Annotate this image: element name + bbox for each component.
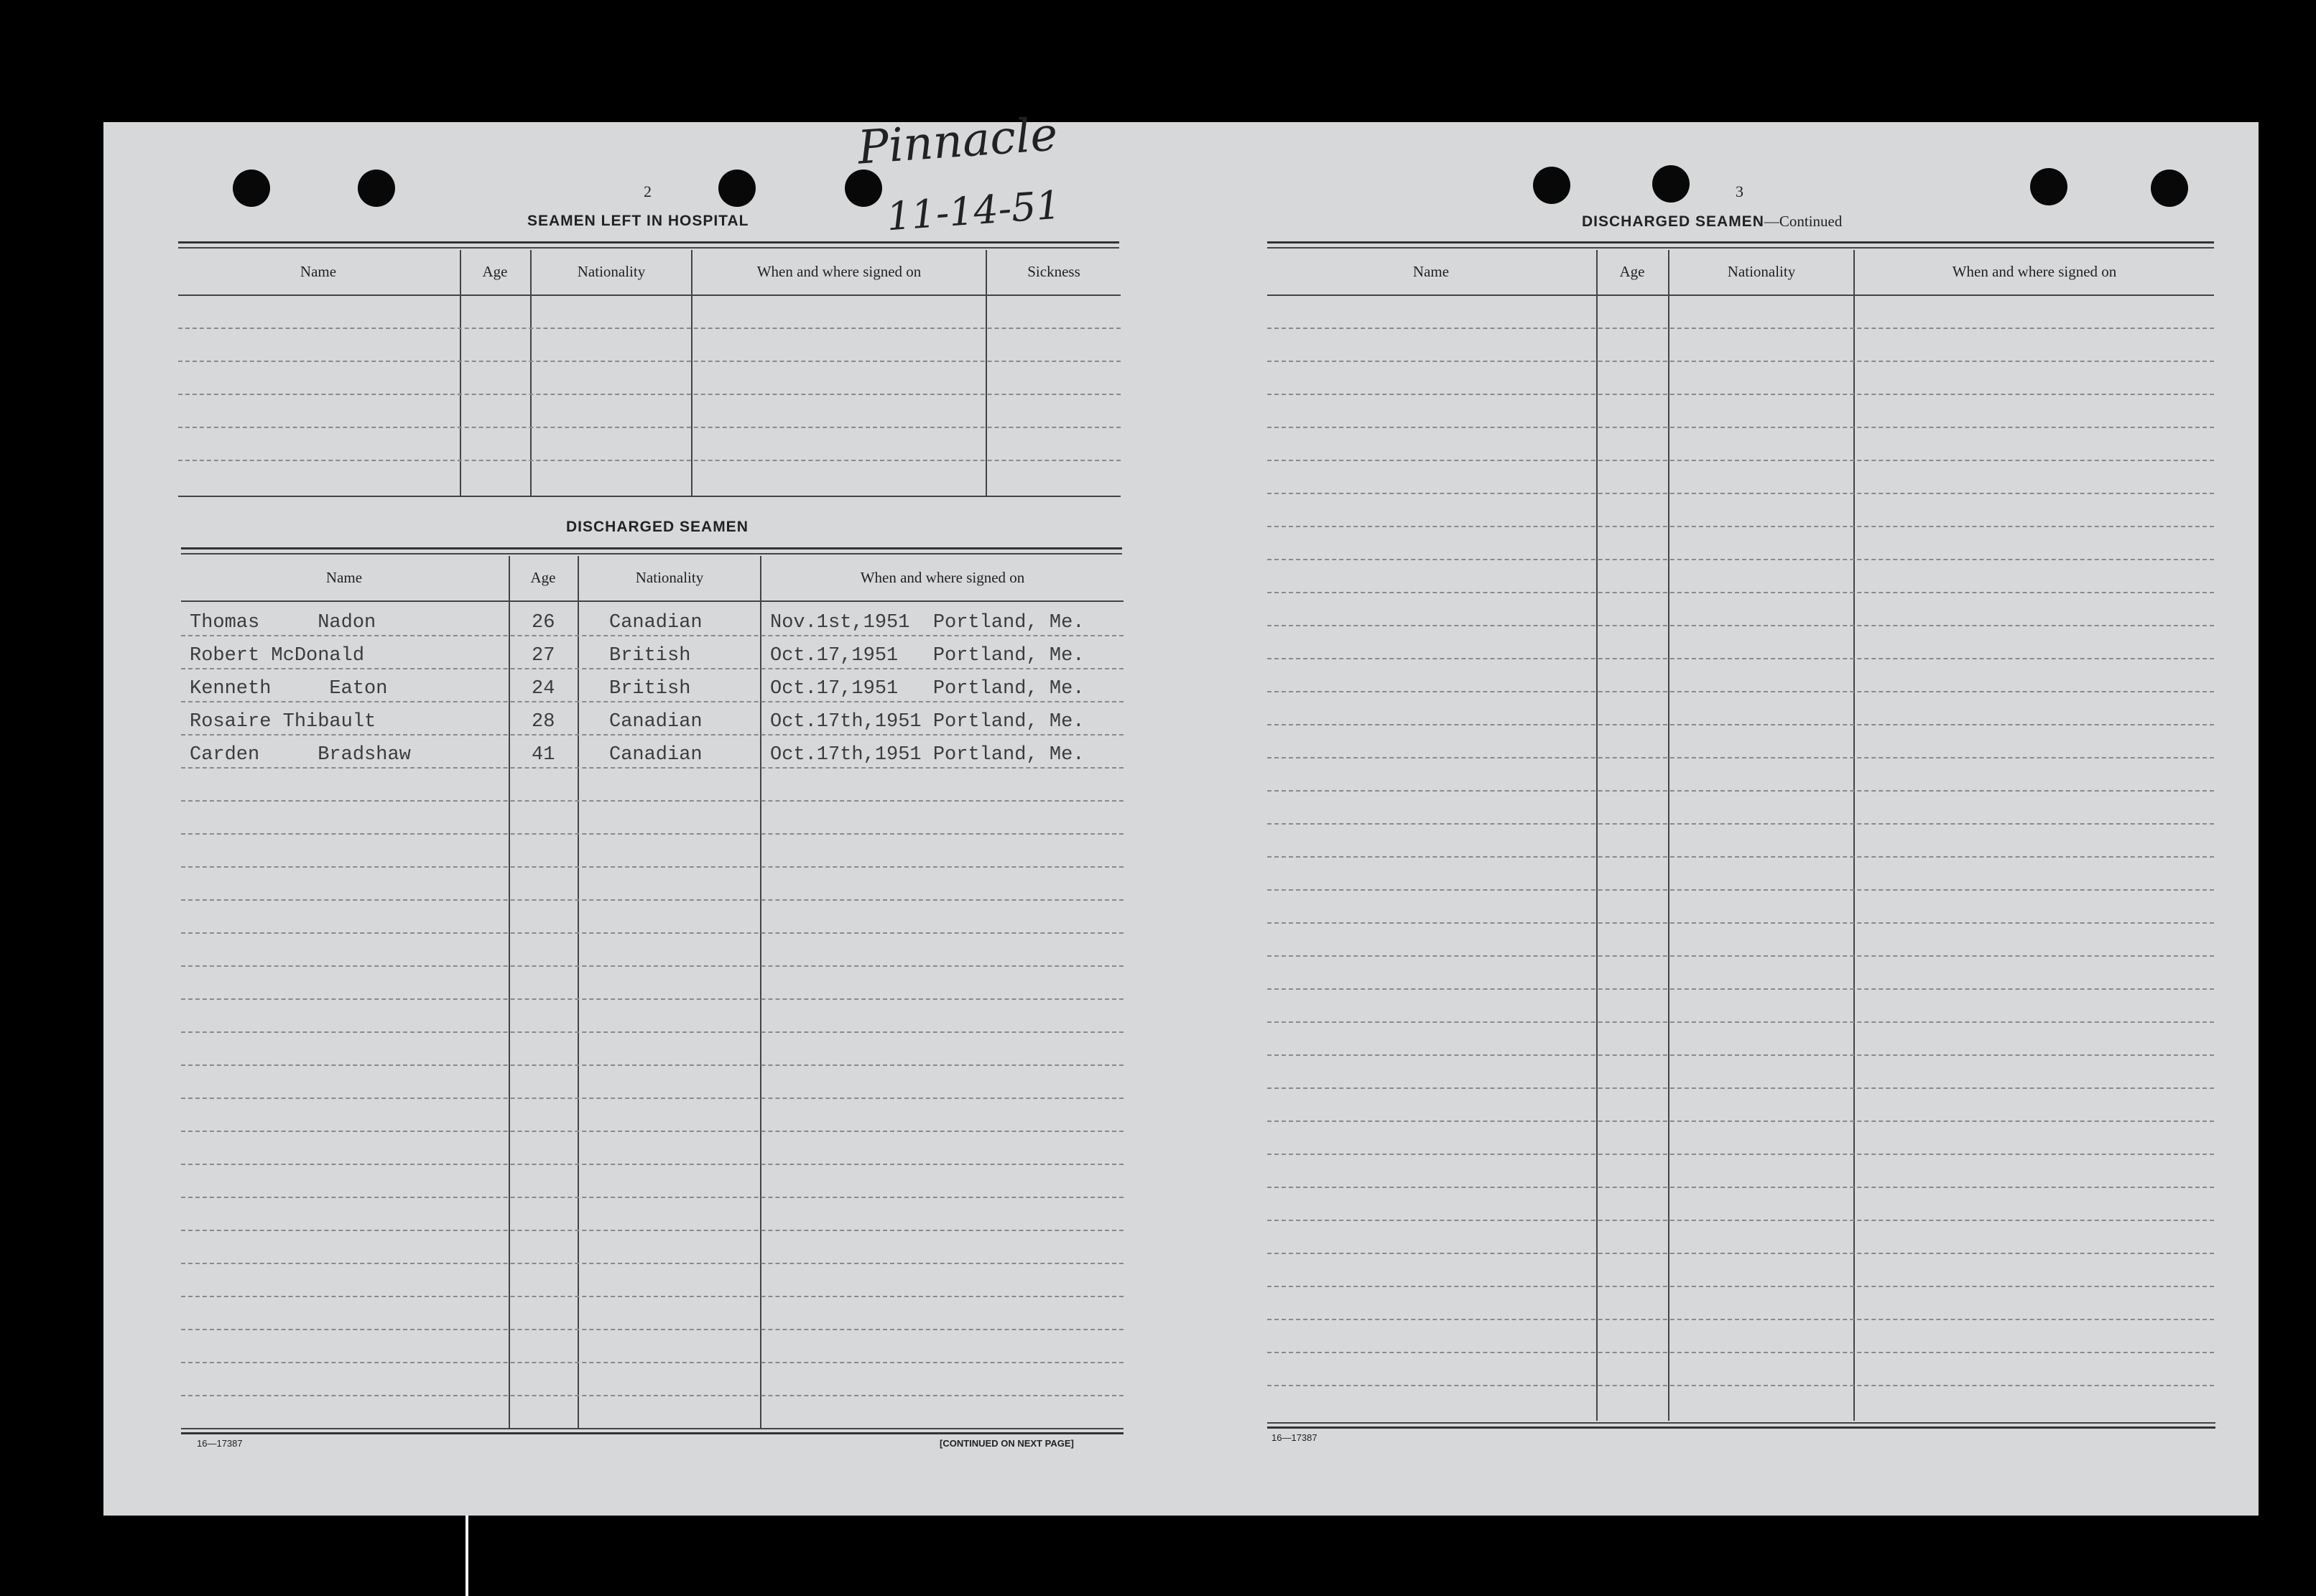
seaman-nationality: Canadian	[609, 612, 703, 634]
row-line	[181, 1197, 1124, 1198]
table-header	[178, 250, 1121, 296]
seaman-nationality: British	[609, 645, 691, 667]
row-line	[178, 394, 1121, 395]
row-line	[1267, 757, 2214, 758]
row-line	[1267, 625, 2214, 626]
handwritten-date: 11-14-51	[885, 182, 1062, 240]
row-line	[181, 899, 1124, 901]
row-line	[178, 328, 1121, 329]
column-header-signed-on: When and where signed on	[860, 569, 1025, 586]
seaman-name: Kenneth Eaton	[190, 678, 388, 700]
seaman-age: 41	[532, 744, 555, 766]
page-number: 2	[644, 182, 652, 200]
column-header-nationality: Nationality	[577, 263, 646, 280]
table-bottom-rule	[1267, 1426, 2215, 1429]
row-line	[1267, 592, 2214, 593]
row-line	[181, 767, 1124, 769]
row-line	[1267, 724, 2214, 725]
column-divider	[1596, 250, 1598, 1421]
row-line	[181, 965, 1124, 967]
row-line	[181, 668, 1124, 669]
row-line	[1267, 526, 2214, 527]
double-rule	[178, 247, 1119, 249]
row-line	[181, 1296, 1124, 1297]
row-line	[1267, 1319, 2214, 1320]
row-line	[1267, 493, 2214, 494]
row-line	[1267, 1087, 2214, 1089]
seaman-nationality: Canadian	[609, 711, 703, 733]
title-continued: —Continued	[1764, 213, 1843, 230]
seaman-signed-on: Oct.17,1951 Portland, Me.	[770, 645, 1085, 667]
row-line	[1267, 1187, 2214, 1188]
form-number: 16—17387	[1272, 1432, 1317, 1443]
row-line	[1267, 1154, 2214, 1155]
discharged-continued-title	[1582, 213, 1842, 231]
table-bottom-rule	[181, 1428, 1124, 1429]
handwritten-ship-name: Pinnacle	[856, 108, 1060, 175]
double-rule	[1267, 241, 2214, 243]
double-rule	[1267, 247, 2214, 249]
column-header-name: Name	[1412, 263, 1450, 280]
column-header-name: Name	[325, 569, 363, 586]
column-header-age: Age	[1619, 263, 1645, 280]
row-line	[181, 833, 1124, 835]
row-line	[1267, 1286, 2214, 1287]
column-header-nationality: Nationality	[635, 569, 704, 586]
row-line	[181, 800, 1124, 802]
row-line	[1267, 1121, 2214, 1122]
column-divider	[460, 250, 461, 496]
hospital-table	[178, 250, 1121, 480]
row-line	[178, 427, 1121, 428]
row-line	[1267, 361, 2214, 362]
column-header-signed-on: When and where signed on	[756, 263, 922, 280]
scan-artifact	[465, 1516, 468, 1596]
row-line	[1267, 922, 2214, 924]
seaman-name: Robert McDonald	[190, 645, 365, 667]
discharged-table	[181, 556, 1124, 1425]
row-line	[181, 1131, 1124, 1132]
seaman-signed-on: Oct.17th,1951 Portland, Me.	[770, 744, 1085, 766]
row-line	[1267, 823, 2214, 825]
row-line	[181, 1031, 1124, 1033]
column-header-sickness: Sickness	[1027, 263, 1080, 280]
row-line	[181, 1164, 1124, 1165]
row-line	[1267, 955, 2214, 957]
table-header	[1267, 250, 2214, 296]
column-divider	[691, 250, 693, 496]
row-line	[181, 932, 1124, 934]
row-line	[178, 460, 1121, 461]
seaman-name: Carden Bradshaw	[190, 744, 411, 766]
seaman-signed-on: Oct.17,1951 Portland, Me.	[770, 678, 1085, 700]
seaman-age: 27	[532, 645, 555, 667]
table-bottom-rule	[1267, 1422, 2215, 1424]
row-line	[181, 1098, 1124, 1099]
discharged-continued-table	[1267, 250, 2214, 1550]
row-line	[181, 1329, 1124, 1330]
table-header	[181, 556, 1124, 602]
document-sheet	[103, 108, 2259, 1516]
column-header-age: Age	[530, 569, 556, 586]
seaman-nationality: Canadian	[609, 744, 703, 766]
row-line	[1267, 1054, 2214, 1056]
row-line	[1267, 856, 2214, 858]
column-divider	[986, 250, 987, 496]
column-header-nationality: Nationality	[1727, 263, 1796, 280]
discharged-section-title: DISCHARGED SEAMEN	[566, 519, 749, 535]
row-line	[1267, 790, 2214, 792]
right-page	[1181, 122, 2259, 1516]
row-line	[1267, 691, 2214, 692]
row-line	[1267, 427, 2214, 428]
row-line	[181, 866, 1124, 868]
column-header-name: Name	[300, 263, 337, 280]
row-line	[181, 1064, 1124, 1066]
row-line	[1267, 1352, 2214, 1353]
column-divider	[1668, 250, 1669, 1421]
hospital-section-title: SEAMEN LEFT IN HOSPITAL	[527, 213, 749, 229]
form-number: 16—17387	[197, 1438, 243, 1449]
double-rule	[181, 553, 1122, 555]
continued-note: [CONTINUED ON NEXT PAGE]	[940, 1438, 1074, 1449]
row-line	[181, 1263, 1124, 1264]
row-line	[181, 1230, 1124, 1231]
column-divider	[530, 250, 532, 496]
column-divider	[1853, 250, 1855, 1421]
row-line	[181, 1362, 1124, 1363]
row-line	[181, 701, 1124, 702]
table-bottom-rule	[178, 496, 1121, 497]
row-line	[1267, 394, 2214, 395]
double-rule	[181, 547, 1122, 549]
row-line	[1267, 889, 2214, 891]
row-line	[1267, 1385, 2214, 1386]
row-line	[181, 734, 1124, 736]
title-main: DISCHARGED SEAMEN	[1582, 213, 1764, 230]
row-line	[1267, 1253, 2214, 1254]
seaman-age: 26	[532, 612, 555, 634]
double-rule	[178, 241, 1119, 243]
row-line	[181, 635, 1124, 636]
seaman-name: Rosaire Thibault	[190, 711, 376, 733]
seaman-signed-on: Oct.17th,1951 Portland, Me.	[770, 711, 1085, 733]
row-line	[1267, 1021, 2214, 1023]
seaman-age: 24	[532, 678, 555, 700]
row-line	[1267, 328, 2214, 329]
row-line	[1267, 658, 2214, 659]
seaman-name: Thomas Nadon	[190, 612, 376, 634]
seaman-age: 28	[532, 711, 555, 733]
row-line	[1267, 559, 2214, 560]
row-line	[181, 998, 1124, 1000]
column-header-age: Age	[482, 263, 508, 280]
seaman-nationality: British	[609, 678, 691, 700]
row-line	[1267, 460, 2214, 461]
page-number: 3	[1736, 182, 1743, 200]
row-line	[178, 361, 1121, 362]
row-line	[1267, 1220, 2214, 1221]
seaman-signed-on: Nov.1st,1951 Portland, Me.	[770, 612, 1085, 634]
row-line	[181, 1395, 1124, 1396]
column-header-signed-on: When and where signed on	[1952, 263, 2117, 280]
left-page	[103, 122, 1145, 1516]
table-bottom-rule	[181, 1432, 1124, 1434]
row-line	[1267, 988, 2214, 990]
